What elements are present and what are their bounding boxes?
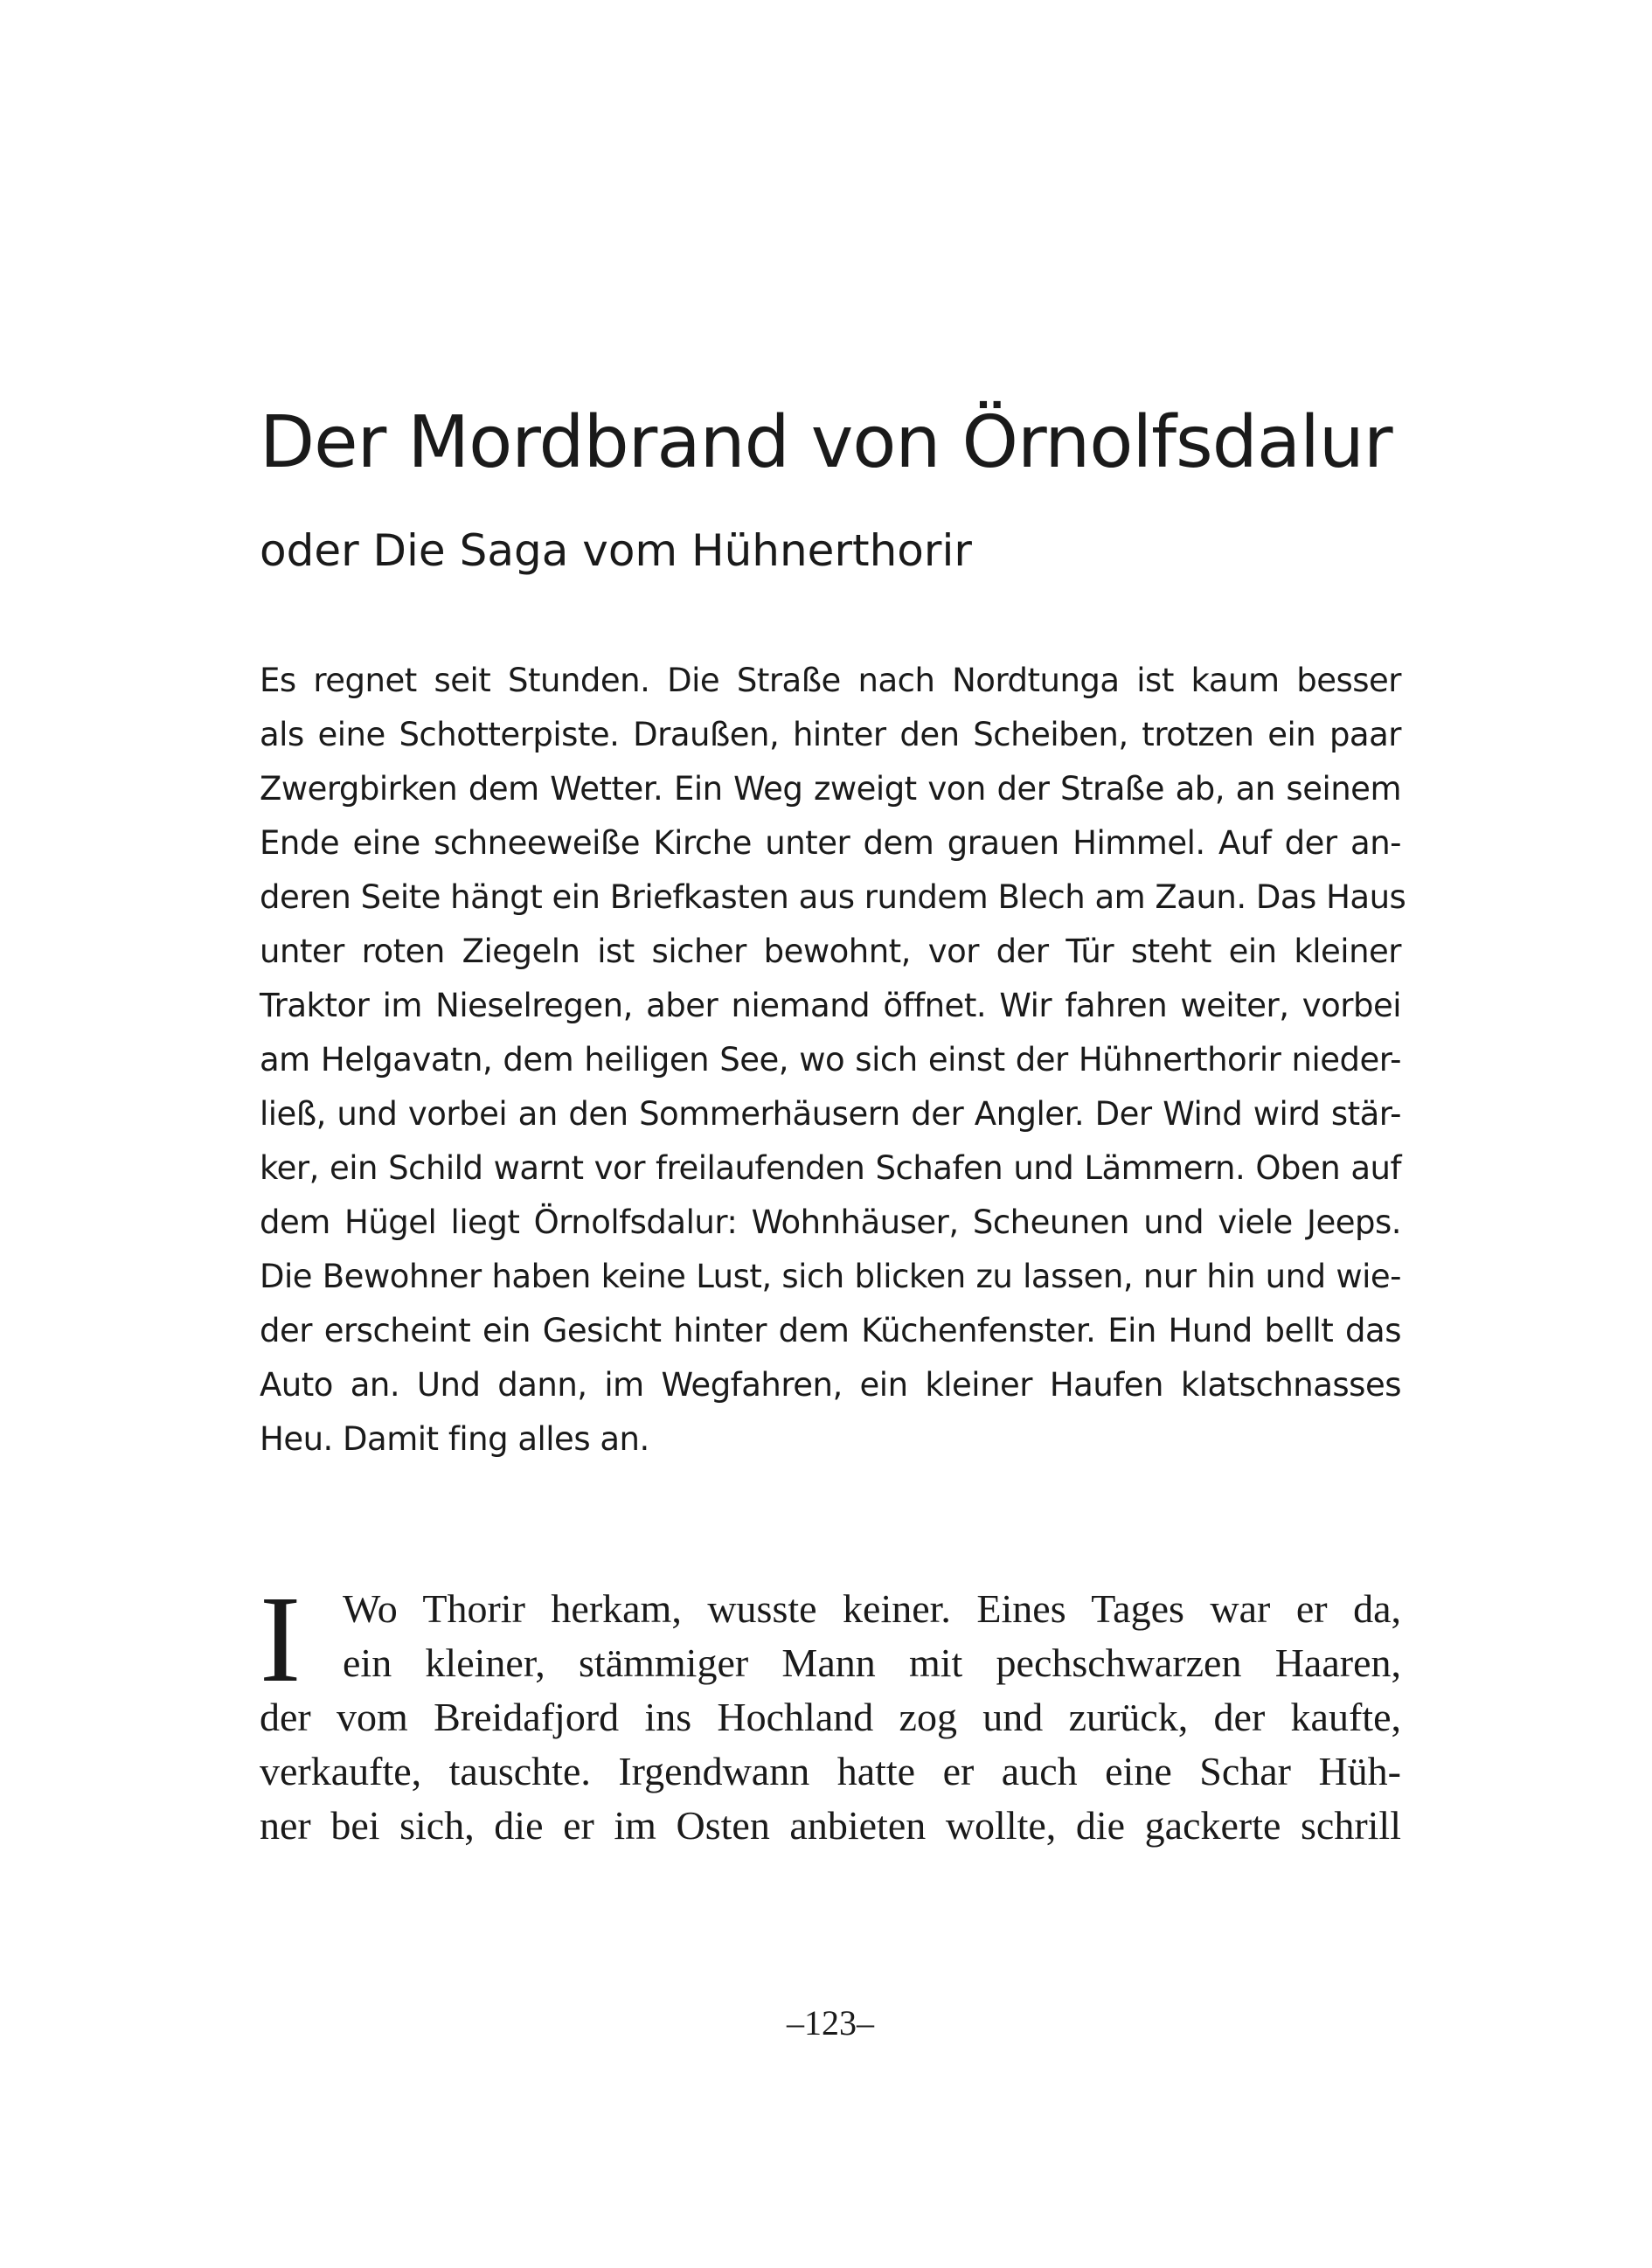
- intro-line: Heu. Damit fing alles an.: [260, 1420, 649, 1458]
- intro-line: der erscheint ein Gesicht hinter dem Küchenfenster. Ein Hund bellt das: [260, 1312, 1401, 1349]
- intro-line: dem Hügel liegt Örnolfsdalur: Wohnhäuser, Scheunen und viele Jeeps.: [260, 1203, 1401, 1241]
- section-numeral-dropcap: I: [260, 1570, 302, 1708]
- intro-line: Traktor im Nieselregen, aber niemand öffnet. Wir fahren weiter, vorbei: [260, 987, 1401, 1024]
- chapter-title: Der Mordbrand von Örnolfsdalur: [260, 401, 1392, 484]
- intro-line: als eine Schotterpiste. Draußen, hinter den Scheiben, trotzen ein paar: [260, 716, 1401, 753]
- intro-line: unter roten Ziegeln ist sicher bewohnt, vor der Tür steht ein kleiner: [260, 933, 1401, 970]
- intro-line: deren Seite hängt ein Briefkasten aus rundem Blech am Zaun. Das Haus: [260, 878, 1406, 916]
- saga-line: Wo Thorir herkam, wusste keiner. Eines Tages war er da,: [343, 1586, 1401, 1631]
- intro-line: Auto an. Und dann, im Wegfahren, ein kleiner Haufen klatschnasses: [260, 1366, 1401, 1404]
- intro-line: Zwergbirken dem Wetter. Ein Weg zweigt von der Straße ab, an seinem: [260, 770, 1401, 808]
- intro-line: ker, ein Schild warnt vor freilaufenden Schafen und Lämmern. Oben auf: [260, 1149, 1401, 1187]
- saga-line: ein kleiner, stämmiger Mann mit pechschwarzen Haaren,: [343, 1640, 1401, 1685]
- saga-section: [260, 1570, 1401, 1853]
- intro-line: Es regnet seit Stunden. Die Straße nach Nordtunga ist kaum besser: [260, 662, 1401, 699]
- intro-paragraph: [260, 654, 1406, 1467]
- book-page: [260, 0, 1406, 2268]
- page-number: –123–: [787, 2003, 874, 2043]
- chapter-subtitle: oder Die Saga vom Hühnerthorir: [260, 525, 972, 576]
- saga-line: ner bei sich, die er im Osten anbieten wollte, die gackerte schrill: [260, 1803, 1401, 1848]
- intro-line: am Helgavatn, dem heiligen See, wo sich einst der Hühnerthorir nieder-: [260, 1041, 1401, 1079]
- saga-line: der vom Breidafjord ins Hochland zog und zurück, der kaufte,: [260, 1695, 1401, 1739]
- saga-line: verkaufte, tauschte. Irgendwann hatte er auch eine Schar Hüh-: [260, 1749, 1401, 1793]
- intro-line: ließ, und vorbei an den Sommerhäusern der Angler. Der Wind wird stär-: [260, 1095, 1401, 1133]
- intro-line: Die Bewohner haben keine Lust, sich blicken zu lassen, nur hin und wie-: [260, 1258, 1401, 1295]
- intro-line: Ende eine schneeweiße Kirche unter dem grauen Himmel. Auf der an-: [260, 824, 1401, 862]
